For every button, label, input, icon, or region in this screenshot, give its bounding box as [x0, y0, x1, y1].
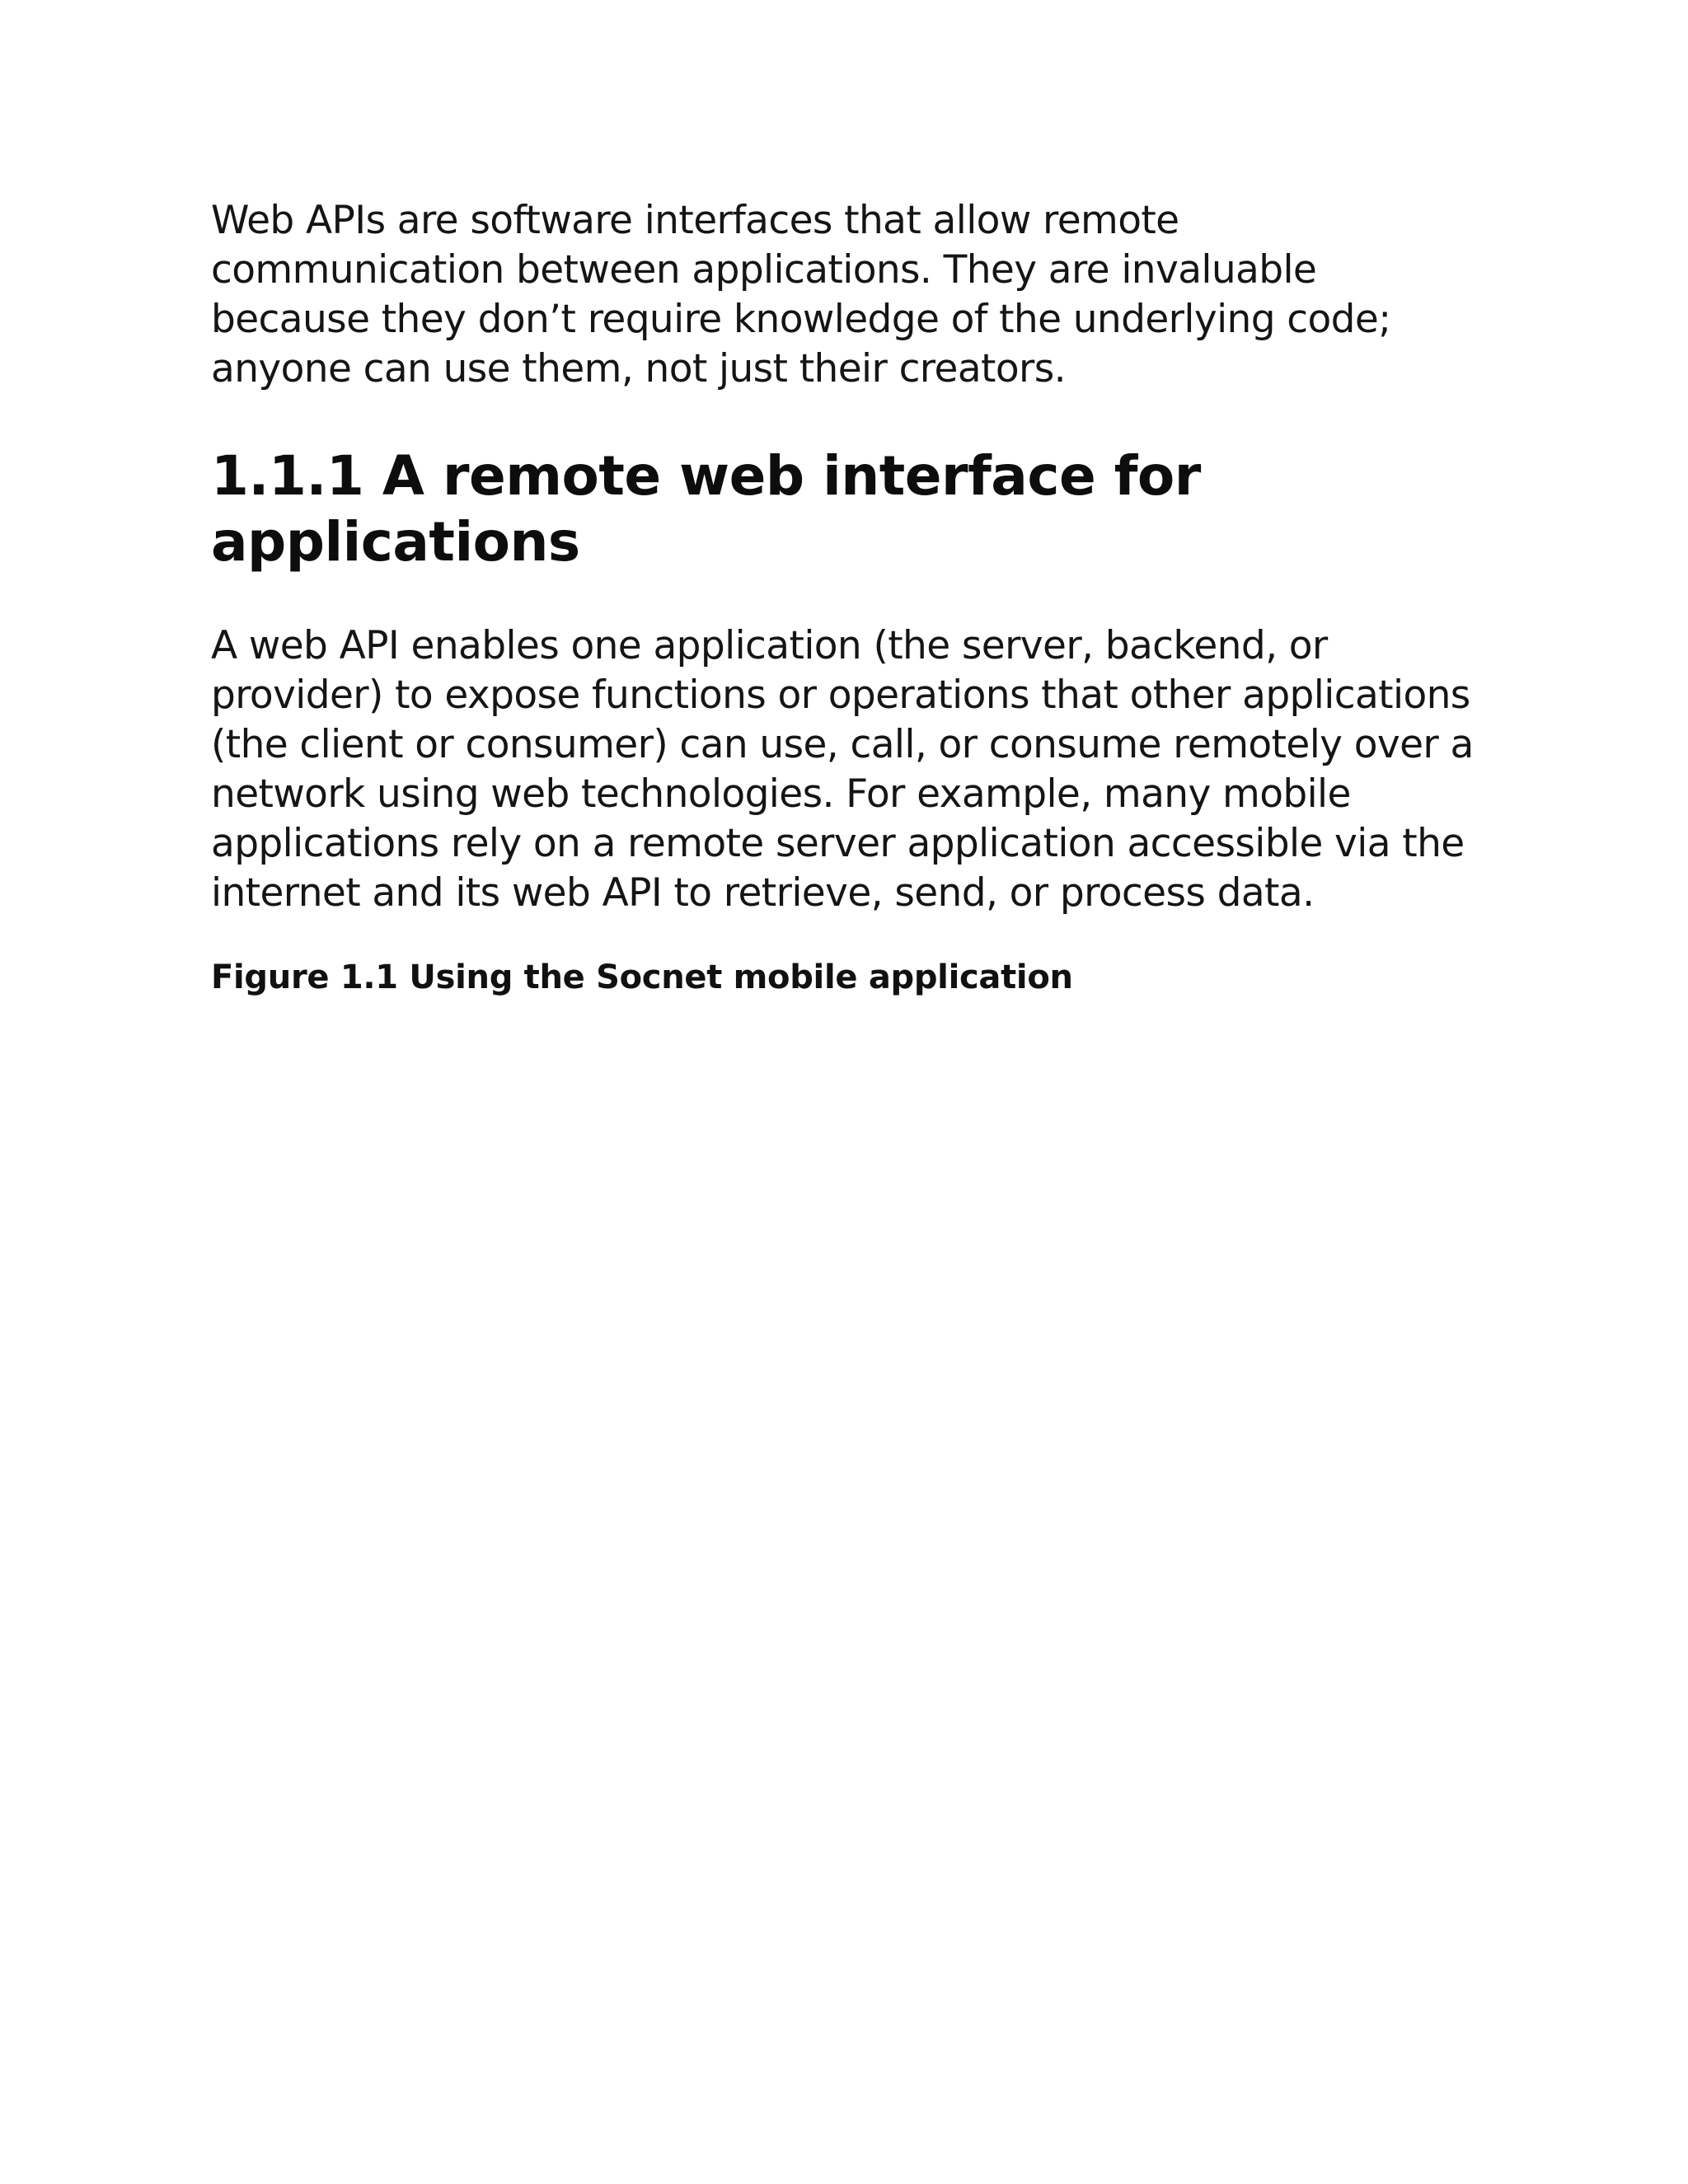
intro-paragraph: Web APIs are software interfaces that allow remote communication between applications. They are invaluable because they don’t require knowledge of the underlying code; anyone can use them, not just their creators.: [211, 198, 1391, 391]
figure-caption: Figure 1.1 Using the Socnet mobile application: [211, 958, 1073, 996]
section-heading: 1.1.1 A remote web interface for applications: [211, 444, 1201, 574]
document-body: [211, 196, 1480, 999]
body-paragraph: A web API enables one application (the server, backend, or provider) to expose functions or operations that other applications (the client or consumer) can use, call, or consume remotely over a network using web technologies. For example, many mobile applications rely on a remote server application accessible via the internet and its web API to retrieve, send, or process data.: [211, 623, 1474, 916]
